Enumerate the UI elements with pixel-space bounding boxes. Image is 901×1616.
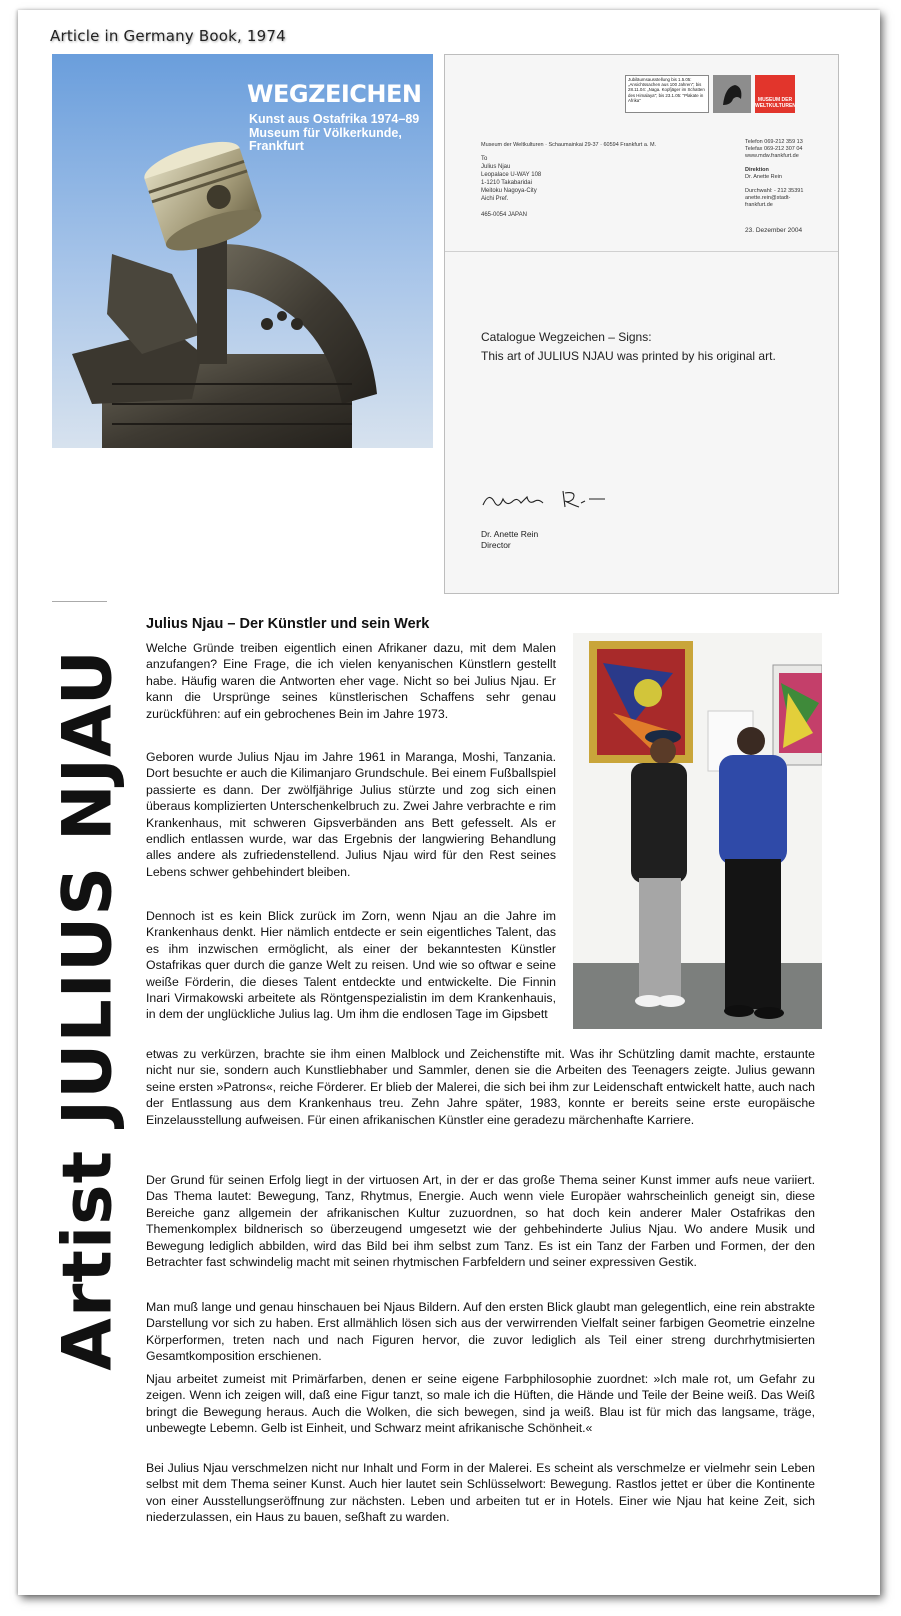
exhibition-notice: Jubiläumsausstellung bis 1.5.05: „Ansichtssachen aus 100 Jahren"; bis 28.11.04: „Naga. Kopfjäger im Schatten des Himalaya"; bis 23.1.05: "Plakate in Afrika": [625, 75, 709, 113]
museum-logo: MUSEUM DER WELTKULTUREN: [755, 75, 795, 113]
cover-museum: Museum für Völkerkunde, Frankfurt: [249, 126, 402, 153]
cover-title: WEGZEICHEN: [247, 80, 422, 108]
vertical-title-container: [48, 605, 128, 1415]
book-cover-image: [52, 54, 433, 448]
catalog-line: Catalogue Wegzeichen – Signs:: [481, 330, 652, 344]
letter-fold-line: [445, 251, 838, 252]
contact-block: Telefon 069-212 359 13 Telefax 069-212 307 04 www.mdw.frankfurt.de Direktion Dr. Anette Rein Durchwahl: - 212 35391 anette.rein@stadt- frankfurt.de: [745, 139, 804, 208]
museum-letter: [444, 54, 839, 594]
paragraph-1: Welche Gründe treiben eigentlich einen Afrikaner dazu, mit dem Malen anzufangen? Eine Frage, die ich vielen kenyanischen Künstlern gestellt habe. Häufig waren die Antworten eher vage. Nicht so bei Julius Njau. Er kann die Ursprünge seines künstlerischen Schaffens sehr genau zurückführen: auf ein gebrochenes Bein im Jahre 1973.: [146, 641, 556, 721]
printed-line: This art of JULIUS NJAU was printed by his original art.: [481, 349, 776, 363]
gallery-photo: [573, 633, 822, 1029]
signature: [481, 485, 621, 515]
gallery-scene-illustration: [573, 633, 822, 1029]
paragraph-6: Man muß lange und genau hinschauen bei Njaus Bildern. Auf den ersten Blick glaubt man gelegentlich, eine rein abstrakte Darstellung vor sich zu haben. Erst allmählich lösen sich aus der verwirrenden Vielfalt seiner farbigen Geometrie einzelne Körperformen, treten nach und nach Figuren hervor, die zuvor lediglich als Teil einer streng durchrhytmisierten Gesamtkomposition erschienen.: [146, 1300, 815, 1364]
recipient-address: To Julius Njau Leopalace U-WAY 108 1-1210 Takabaridai Meitoku Nagoya-City Aichi Pref. 465-0054 JAPAN: [481, 156, 542, 218]
paragraph-4: etwas zu verkürzen, brachte sie ihm einen Malblock und Zeichenstifte mit. Was ihr Schützling damit machte, erstaunte nicht nur sie, sondern auch Kunstliebhaber und Sammler, denen sie die Arbeiten des Teenagers zeigte. Julius gewann seine ersten »Patrons«, reiche Förderer. Er blieb der Malerei, die sich bei ihm zur Leidenschaft entwickelt hatte, auch nach der Entlassung aus dem Krankenhaus treu. Zehn Jahre später, 1983, konnte er bereits seine erste europäische Einzelausstellung aufweisen. Für einen afrikanischen Künstler eine geradezu märchenhafte Karriere.: [146, 1047, 815, 1127]
letter-date: 23. Dezember 2004: [745, 227, 803, 234]
signer-block: Dr. Anette Rein Director: [481, 529, 539, 550]
cover-subtitle: Kunst aus Ostafrika 1974–89: [249, 112, 420, 126]
paragraph-7: Njau arbeitet zumeist mit Primärfarben, denen er seine eigene Farbphilosophie zuordnet: »Ich male rot, um Gefahr zu zeigen. Wenn ich zeigen will, daß eine Figur tanzt, so male ich die Hüften, die Hände und Teile der Beine weiß. Das Weiß bringt die Bewegung heraus. Auch die Wolken, die sich bewegen, sind ja weiß. Blau ist für mich das langsame, träge, unbewegte Lebemn. Gelb ist Einheit, und Schwarz meint afrikanische Schönheit.«: [146, 1372, 815, 1436]
title-rule: [52, 601, 107, 602]
page-caption: Article in Germany Book, 1974: [50, 27, 286, 45]
paragraph-2: Geboren wurde Julius Njau im Jahre 1961 in Maranga, Moshi, Tanzania. Dort besuchte er auch die Kilimanjaro Grundschule. Bei einem Fußballspiel passierte es dann. Der zwölfjährige Julius stürzte und zog sich einen überaus komplizierten Unterschenkelbruch zu. Zwei Jahre verbrachte e rim Krankenhaus, mit schweren Gipsverbänden ans Bett gefesselt. Als er endlich entlassen wurde, war das Ergebnis der langwiering Behandlung alles andere als zufriedenstellend. Julius Njau wird für den Rest seines Lebens schwer gehbehindert bleiben.: [146, 750, 556, 879]
article-title: Julius Njau – Der Künstler und sein Werk: [146, 616, 430, 632]
paragraph-5: Der Grund für seinen Erfolg liegt in der virtuosen Art, in der er das große Thema seiner Kunst immer aufs neue variiert. Das Thema lautet: Bewegung, Tanz, Rhytmus, Energie. Auch wenn viele Europäer wahrscheinlich geneigt sin, diese Bereiche ganz allgemein der afrikanischen Kultur zuzuordnen, so hat doch kein anderer Maler Ostafrikas den Themenkomplex bildnerisch so überzeugend umgesetzt wie der gehbehinderte Julius Njau. Wo andere Musik und Bewegung lediglich abbilden, wird das Bild bei ihm selbst zum Tanz. Es ist ein Tanz der Farben und Formen, der den Betrachter fast schwindelig macht mit seinen rhytmischen Farbfeldern und seiner expressiven Gestik.: [146, 1173, 815, 1270]
museum-emblem-icon: [713, 75, 751, 113]
paragraph-8: Bei Julius Njau verschmelzen nicht nur Inhalt und Form in der Malerei. Es scheint als verschmelze er vielmehr sein Leben selbst mit dem Thema seiner Kunst. Auch hier lautet sein Schlüsselwort: Bewegung. Rastlos jettet er über die Kontinente von einer Ausstellungseröffnung zur nächsten. Leben und arbeiten tut er in Hotels. Einer wie Njau hat keine Zeit, sich niederzulassen, ein Haus zu bauen, seßhaft zu warden.: [146, 1461, 815, 1525]
vertical-title: Artist JULIUS NJAU: [48, 649, 128, 1371]
paragraph-3: Dennoch ist es kein Blick zurück im Zorn, wenn Njau an die Jahre im Krankenhaus denkt. Hier nämlich entdecte er sein eigentliches Talent, das es ihm inzwischen ermöglicht, als einer der bekanntesten Künstler Ostafrikas quer durch die ganze Welt zu reisen. Und wie so oftwar e seine weiße Förderin, die dieses Talent entdeckte und entwickelte. Die Finnin Inari Virmakowski arbeitete als Röntgenspezialistin im dem Krankenhauis, in dem der unglückliche Julius lag. Um ihm die endlosen Tage im Gipsbett: [146, 909, 556, 1022]
sender-line: Museum der Weltkulturen · Schaumainkai 29-37 · 60594 Frankfurt a. M.: [481, 142, 657, 148]
